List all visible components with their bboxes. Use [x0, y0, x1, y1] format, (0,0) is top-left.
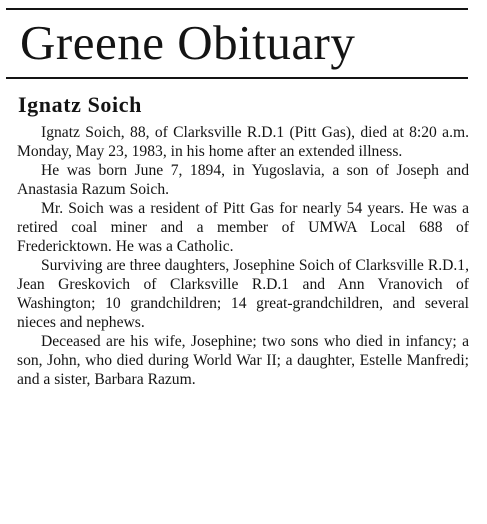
- paragraph-death-notice: Ignatz Soich, 88, of Clarksville R.D.1 (Pitt Gas), died at 8:20 a.m. Monday, May 23, 1983, in his home after an extended illness.: [17, 124, 469, 160]
- top-rule: [6, 8, 468, 10]
- paragraph-life: Mr. Soich was a resident of Pitt Gas for nearly 54 years. He was a retired coal miner and a member of UMWA Local 688 of Fredericktown. He was a Catholic.: [17, 200, 469, 255]
- paragraph-survivors: Surviving are three daughters, Josephine Soich of Clarksville R.D.1, Jean Greskovich of Clarksville R.D.1 and Ann Vranovich of Washington; 10 grandchildren; 14 great-grandchildren, and several nieces and nephews.: [17, 257, 469, 331]
- paragraph-birth: He was born June 7, 1894, in Yugoslavia, a son of Joseph and Anastasia Razum Soich.: [17, 162, 469, 198]
- paragraph-deceased-relatives: Deceased are his wife, Josephine; two sons who died in infancy; a son, John, who died during World War II; a daughter, Estelle Manfredi; and a sister, Barbara Razum.: [17, 333, 469, 388]
- masthead-title: Greene Obituary: [20, 15, 356, 70]
- obituary-body: [17, 123, 469, 389]
- masthead-rule: [6, 77, 468, 79]
- obituary-headline: Ignatz Soich: [18, 92, 142, 117]
